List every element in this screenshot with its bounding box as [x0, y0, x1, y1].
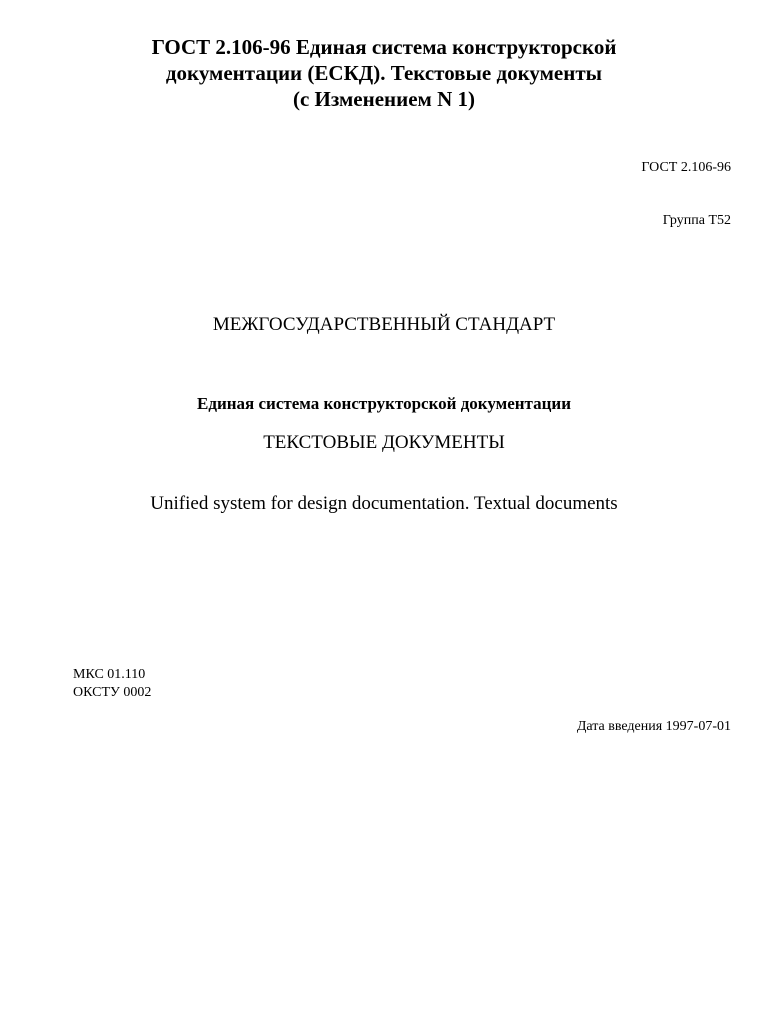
interstate-standard-heading: МЕЖГОСУДАРСТВЕННЫЙ СТАНДАРТ — [212, 314, 556, 335]
classification-codes — [73, 666, 151, 702]
group-code: Группа Т52 — [662, 213, 731, 228]
system-name-en: Unified system for design documentation. Textual documents — [150, 493, 618, 514]
document-title — [0, 34, 768, 112]
title-line-3: (с Изменением N 1) — [292, 87, 476, 111]
title-line-2: документации (ЕСКД). Текстовые документы — [165, 61, 603, 85]
document-type-ru: ТЕКСТОВЫЕ ДОКУМЕНТЫ — [263, 432, 505, 453]
system-name-ru: Единая система конструкторской документации — [197, 394, 571, 413]
gost-code: ГОСТ 2.106-96 — [641, 160, 731, 175]
okstu-code: ОКСТУ 0002 — [73, 685, 152, 700]
introduction-date: Дата введения 1997-07-01 — [576, 719, 731, 734]
title-line-1: ГОСТ 2.106-96 Единая система конструкторской — [151, 35, 617, 59]
mks-code: МКС 01.110 — [73, 667, 146, 682]
